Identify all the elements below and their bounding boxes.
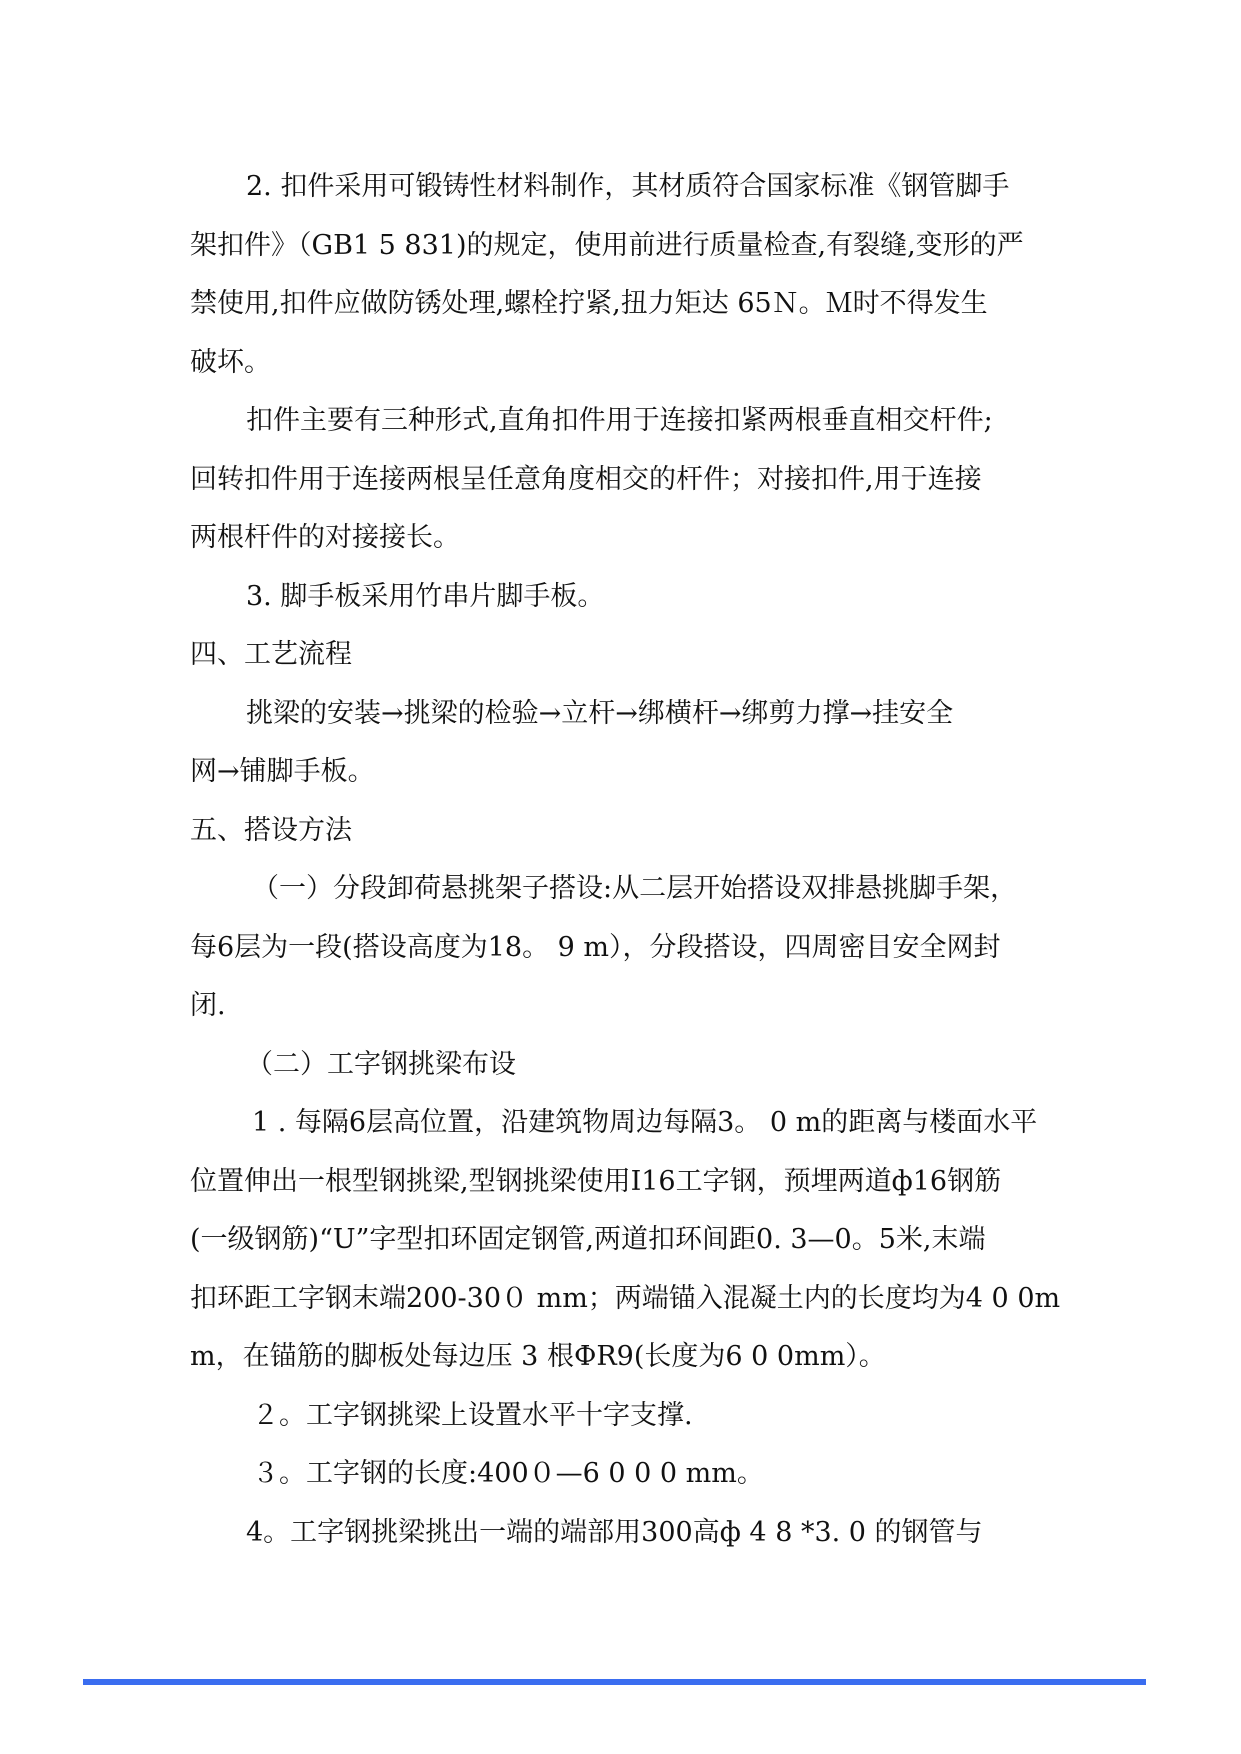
paragraph-line: (一级钢筋)“U”字型扣环固定钢管,两道扣环间距0. 3—0。5米,末端 — [190, 1224, 986, 1255]
paragraph-line: 扣件主要有三种形式,直角扣件用于连接扣紧两根垂直相交杆件; — [246, 405, 993, 436]
paragraph-line: 两根杆件的对接接长。 — [190, 522, 460, 553]
paragraph-line: 架扣件》（GB1 5 831)的规定，使用前进行质量检查,有裂缝,变形的严 — [190, 229, 1024, 261]
paragraph-line: 破坏。 — [190, 346, 271, 378]
paragraph-line: ３。工字钢的长度:400０—6 0 0 0 mm。 — [252, 1458, 764, 1489]
section-heading: 五、搭设方法 — [190, 814, 352, 846]
document-body — [190, 158, 1060, 1562]
paragraph-line: ２。工字钢挑梁上设置水平十字支撑. — [252, 1399, 693, 1431]
section-heading: 四、工艺流程 — [190, 639, 352, 670]
paragraph-line: 2. 扣件采用可锻铸性材料制作，其材质符合国家标准《钢管脚手 — [246, 171, 1010, 202]
paragraph-line: 位置伸出一根型钢挑梁,型钢挑梁使用I16工字钢，预埋两道ф16钢筋 — [190, 1165, 1002, 1197]
paragraph-line: 3. 脚手板采用竹串片脚手板。 — [246, 580, 605, 612]
paragraph-line: 扣环距工字钢末端200-30０ mm；两端锚入混凝土内的长度均为4 0 0m — [190, 1282, 1061, 1314]
subsection-heading: （二）工字钢挑梁布设 — [246, 1048, 516, 1080]
subsection-line: （一）分段卸荷悬挑架子搭设:从二层开始搭设双排悬挑脚手架， — [252, 873, 1018, 904]
paragraph-line: 1 . 每隔6层高位置，沿建筑物周边每隔3。 0 m的距离与楼面水平 — [252, 1107, 1038, 1138]
paragraph-line: 网→铺脚手板。 — [190, 756, 375, 787]
paragraph-line: 闭. — [190, 990, 226, 1021]
paragraph-line: m，在锚筋的脚板处每边压 3 根ФR9(长度为6 0 0mm）。 — [190, 1341, 886, 1372]
paragraph-line: 每6层为一段(搭设高度为18。 9 m），分段搭设，四周密目安全网封 — [190, 931, 1001, 963]
footer-rule — [83, 1679, 1146, 1685]
paragraph-line: 4。工字钢挑梁挑出一端的端部用300高ф 4 8 *3. 0 的钢管与 — [246, 1516, 983, 1548]
paragraph-line: 回转扣件用于连接两根呈任意角度相交的杆件；对接扣件,用于连接 — [190, 463, 982, 495]
paragraph-line: 挑梁的安装→挑梁的检验→立杆→绑横杆→绑剪力撑→挂安全 — [246, 697, 954, 729]
paragraph-line: 禁使用,扣件应做防锈处理,螺栓拧紧,扭力矩达 65Ｎ。Ｍ时不得发生 — [190, 288, 988, 319]
